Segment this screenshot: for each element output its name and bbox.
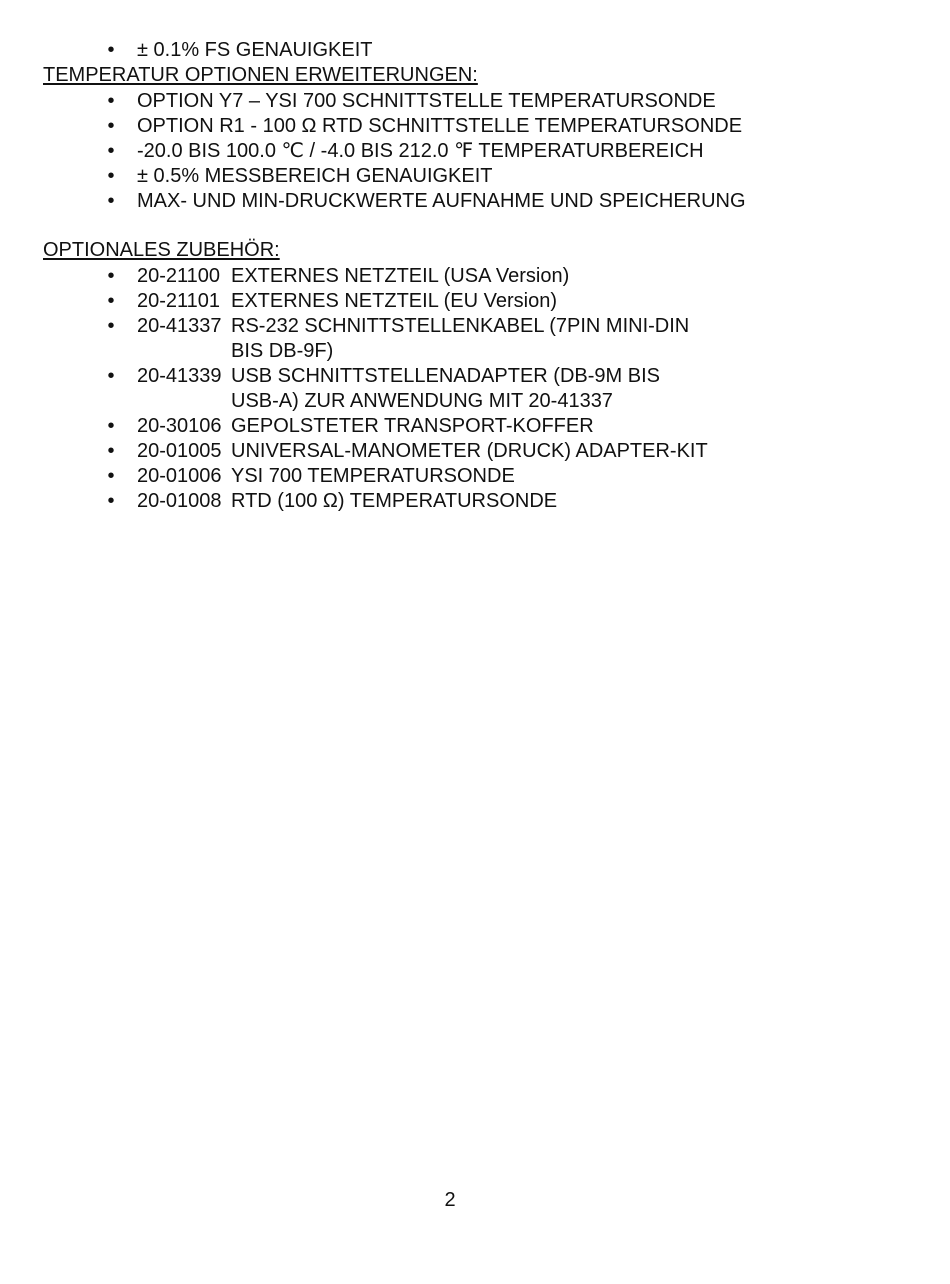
accuracy-list xyxy=(0,38,950,63)
accessory-item xyxy=(0,264,950,289)
accessory-item xyxy=(0,414,950,439)
part-description: EXTERNES NETZTEIL (EU Version) xyxy=(231,290,557,312)
list-item xyxy=(0,38,950,63)
bullet-icon: • xyxy=(107,90,115,112)
bullet-icon: • xyxy=(107,465,115,487)
part-number: 20-01008 xyxy=(137,490,222,512)
part-description: USB SCHNITTSTELLENADAPTER (DB-9M BIS xyxy=(231,365,660,387)
list-item xyxy=(0,139,950,164)
part-number: 20-01006 xyxy=(137,465,222,487)
optional-accessories-heading: OPTIONALES ZUBEHÖR: xyxy=(43,239,280,261)
temperature-options-list xyxy=(0,89,950,214)
part-description: GEPOLSTETER TRANSPORT-KOFFER xyxy=(231,415,594,437)
list-item xyxy=(0,89,950,114)
list-item-text: OPTION Y7 – YSI 700 SCHNITTSTELLE TEMPERATURSONDE xyxy=(137,90,716,112)
bullet-icon: • xyxy=(107,265,115,287)
part-description: YSI 700 TEMPERATURSONDE xyxy=(231,465,515,487)
accessory-item xyxy=(0,464,950,489)
list-item-text: ± 0.5% MESSBEREICH GENAUIGKEIT xyxy=(137,165,493,187)
bullet-icon: • xyxy=(107,440,115,462)
part-description: EXTERNES NETZTEIL (USA Version) xyxy=(231,265,570,287)
list-item xyxy=(0,114,950,139)
part-number: 20-01005 xyxy=(137,440,222,462)
part-description: UNIVERSAL-MANOMETER (DRUCK) ADAPTER-KIT xyxy=(231,440,708,462)
bullet-icon: • xyxy=(107,490,115,512)
part-description: RS-232 SCHNITTSTELLENKABEL (7PIN MINI-DIN xyxy=(231,315,690,337)
part-description: RTD (100 Ω) TEMPERATURSONDE xyxy=(231,490,558,512)
page-number: 2 xyxy=(444,1189,456,1211)
bullet-icon: • xyxy=(107,365,115,387)
bullet-icon: • xyxy=(107,165,115,187)
part-description-continued: BIS DB-9F) xyxy=(231,340,334,362)
part-number: 20-41339 xyxy=(137,365,222,387)
bullet-icon: • xyxy=(107,115,115,137)
bullet-icon: • xyxy=(107,315,115,337)
part-number: 20-21100 xyxy=(137,265,221,287)
bullet-icon: • xyxy=(107,39,115,61)
list-item-text: ± 0.1% FS GENAUIGKEIT xyxy=(137,39,373,61)
list-item xyxy=(0,189,950,214)
part-number: 20-21101 xyxy=(137,290,221,312)
list-item-text: MAX- UND MIN-DRUCKWERTE AUFNAHME UND SPEICHERUNG xyxy=(137,190,746,212)
list-item-text: OPTION R1 - 100 Ω RTD SCHNITTSTELLE TEMPERATURSONDE xyxy=(137,115,743,137)
part-number: 20-41337 xyxy=(137,315,222,337)
bullet-icon: • xyxy=(107,190,115,212)
accessory-item xyxy=(0,289,950,314)
temperature-options-heading: TEMPERATUR OPTIONEN ERWEITERUNGEN: xyxy=(43,64,478,86)
part-description-continued: USB-A) ZUR ANWENDUNG MIT 20-41337 xyxy=(231,390,613,412)
bullet-icon: • xyxy=(107,415,115,437)
bullet-icon: • xyxy=(107,290,115,312)
accessory-item xyxy=(0,314,950,364)
accessory-item xyxy=(0,439,950,464)
bullet-icon: • xyxy=(107,140,115,162)
list-item-text: -20.0 BIS 100.0 ℃ / -4.0 BIS 212.0 ℉ TEMPERATURBEREICH xyxy=(137,140,704,162)
accessory-item xyxy=(0,364,950,414)
part-number: 20-30106 xyxy=(137,415,222,437)
accessory-item xyxy=(0,489,950,514)
optional-accessories-list xyxy=(0,264,950,514)
list-item xyxy=(0,164,950,189)
